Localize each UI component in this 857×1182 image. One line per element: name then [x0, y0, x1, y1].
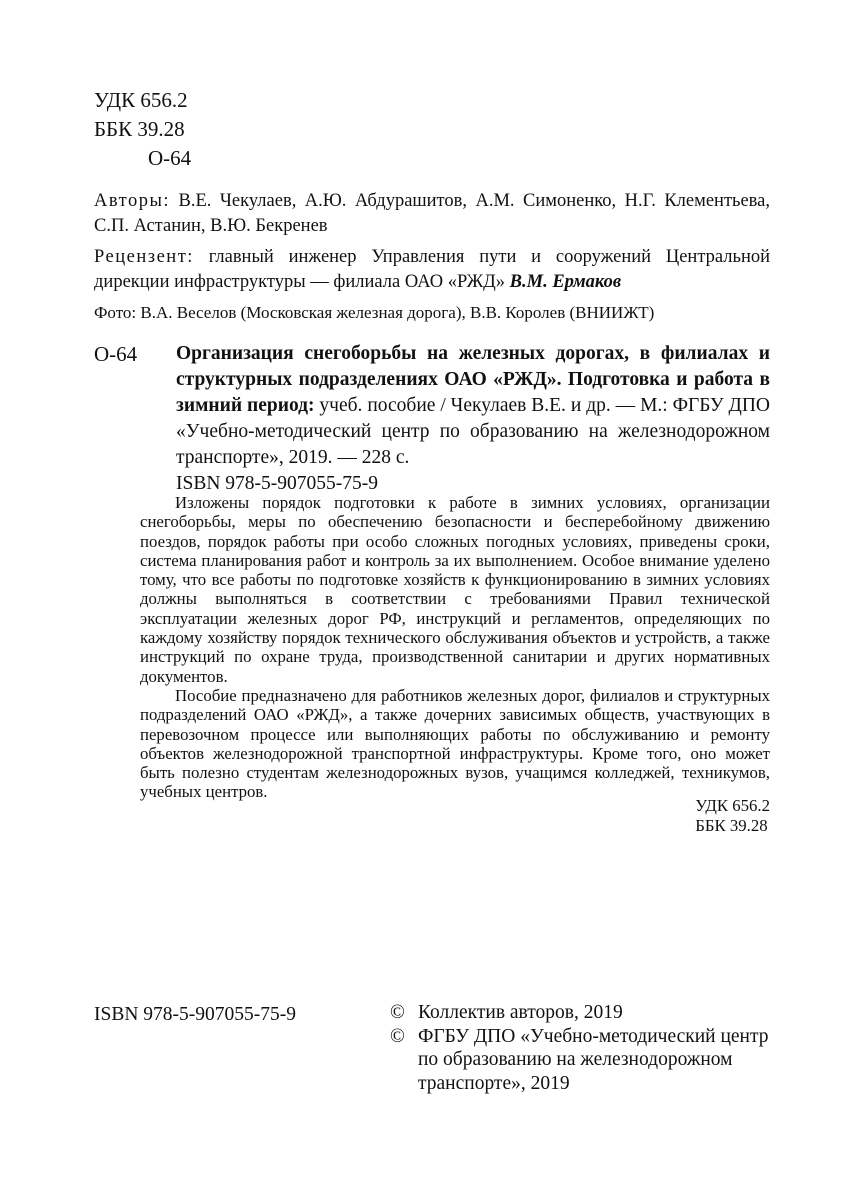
catalog-author-sign: О-64 — [94, 342, 138, 366]
udk-code: УДК 656.2 — [94, 88, 188, 112]
udk-code-right: УДК 656.2 — [695, 796, 770, 815]
bbk-code: ББК 39.28 — [94, 117, 185, 141]
bbk-code-right: ББК 39.28 — [695, 815, 768, 835]
reviewer-label: Рецензент: — [94, 247, 194, 267]
footer-isbn: ISBN 978-5-907055-75-9 — [94, 1004, 297, 1025]
annotation-codes — [695, 796, 770, 835]
copyright-publisher-text: ФГБУ ДПО «Учебно-методический центр по образованию на железнодорожном транспорте», 2019 — [418, 1025, 769, 1094]
reviewer-name: В.М. Ермаков — [509, 272, 622, 292]
copyright-authors — [390, 1001, 790, 1025]
authors-label: Авторы: — [94, 191, 171, 211]
publication-details: учеб. пособие / Чекулаев В.Е. и др. — М.: ФГБУ ДПО «Учебно-методический центр по образованию на железнодорожном транспорте», 2019. — 228 с. — [176, 395, 771, 468]
catalog-isbn: ISBN 978-5-907055-75-9 — [176, 473, 379, 494]
bibliographic-record — [176, 341, 770, 471]
authors-line — [94, 189, 770, 239]
reviewer-position: главный инженер Управления пути и сооружений Центральной дирекции инфраструктуры — филиала ОАО «РЖД» — [94, 247, 770, 292]
reviewer-line — [94, 245, 770, 295]
author-sign: О-64 — [148, 146, 192, 170]
annotation-paragraph: Пособие предназначено для работников железных дорог, филиалов и структурных подразделений ОАО «РЖД», а также дочерних зависимых обществ, участвующих в перевозочном процессе или выполняющих работы по обслуживанию и ремонту объектов железнодорожной транспортной инфраструктуры. Кроме того, оно может быть полезно студентам железнодорожных вузов, учащимся колледжей, техникумов, учебных центров. — [140, 685, 770, 802]
credits-block — [94, 189, 770, 325]
authors-list: В.Е. Чекулаев, А.Ю. Абдурашитов, А.М. Симоненко, Н.Г. Клементьева, С.П. Астанин, В.Ю. Бекренев — [94, 191, 770, 236]
copyright-icon: © — [390, 1025, 405, 1047]
classification-block — [94, 86, 191, 173]
photo-credits: Фото: В.А. Веселов (Московская железная дорога), В.В. Королев (ВНИИЖТ) — [94, 303, 655, 322]
book-title: Организация снегоборьбы на железных дорогах, в филиалах и структурных подразделениях ОАО «РЖД». Подготовка и работа в зимний период: — [176, 343, 770, 416]
annotation — [140, 493, 770, 802]
copyright-publisher — [390, 1025, 790, 1096]
annotation-paragraph: Изложены порядок подготовки к работе в зимних условиях, организации снегоборьбы, меры по обеспечению безопасности и бесперебойному движению поездов, порядок работы при особо сложных погодных условиях, приведены сроки, система планирования работ и контроль за их выполнением. Особое внимание уделено тому, что все работы по подготовке хозяйств к функционированию в зимних условиях должны выполняться в соответствии с требованиями Правил технической эксплуатации железных дорог РФ, инструкций и регламентов, определяющих по каждому хозяйству порядок технического обслуживания объектов и устройств, а также инструкций по охране труда, производственной санитарии и других нормативных документов. — [140, 493, 770, 686]
copyright-authors-text: Коллектив авторов, 2019 — [418, 1002, 623, 1023]
catalog-entry — [176, 341, 770, 497]
copyright-block — [390, 1001, 790, 1095]
copyright-icon: © — [390, 1002, 405, 1023]
